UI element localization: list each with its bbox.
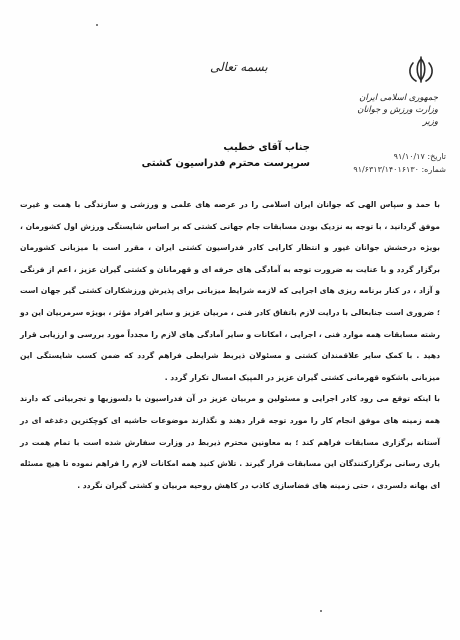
ministry-heading (318, 92, 438, 128)
letter-meta (353, 150, 446, 176)
recipient-name: جناب آقای خطیب (223, 142, 310, 153)
ministry-line-minister: وزیر (422, 117, 438, 127)
ministry-line-ministry: وزارت ورزش و جوانان (357, 105, 438, 115)
letter-body (20, 194, 440, 496)
scan-speck (96, 24, 98, 26)
recipient-title: سرپرست محترم فدراسیون کشتی (141, 158, 310, 169)
recipient-block (142, 140, 310, 172)
iran-emblem-icon (404, 55, 438, 85)
scan-speck (320, 610, 322, 612)
body-paragraph: با اینکه توقع می رود کادر اجرایی و مسئولین و مربیان عزیز در آن فدراسیون با دلسوزیها و تجربیاتی که دارند همه زمینه های موفق انجام کار را مورد توجه قرار دهند و نگذارند موضوعات حاشیه ای کوچکترین دغدغه ای در آستانه برگزاری مسابقات فراهم کند ؛ به معاونین محترم ذیربط در وزارت سفارش شده است با تمام همت در یاری رسانی برگزارکنندگان این مسابقات قرار گیرند . تلاش کنید همه امکانات لازم را فراهم نموده تا هیچ مسئله ای بهانه دلسردی ، حتی زمینه های فضاسازی کاذب در کاهش روحیه مربیان و کشتی گیران نگردد . (20, 394, 440, 490)
header-title: بسمه تعالی (210, 60, 268, 74)
letter-date: تاریخ: ۹۱/۱۰/۱۷ (393, 152, 446, 161)
letter-number: شماره: ۹۱/۶۳۱۳/۱۴۰۱۶۱۳۰ (353, 165, 446, 174)
ministry-line-country: جمهوری اسلامی ایران (359, 93, 438, 103)
body-paragraph: با حمد و سپاس الهی که جوانان ایران اسلامی را در عرصه های علمی و ورزشی و سازندگی با همت و غیرت موفق گردانید ، با توجه به نزدیک بودن مسابقات جام جهانی کشتی که بر اساس شایستگی ورزش اول کشورمان ، بویژه درخشش جوانان غیور و انتظار کارایی کادر فدراسیون کشتی ایران ، مقرر است با میزبانی کشورمان برگزار گردد و با عنایت به ضرورت توجه به آمادگی های حرفه ای و قهرمانان و کشتی گیران عزیز ، اعم از فرنگی و آزاد ، در کنار برنامه ریزی های اجرایی که لازمه شرایط میزبانی برای پذیرش ورزشکاران کشتی گیر جهان است ؛ ضروری است جنابعالی با درایت لازم باتفاق کادر فنی ، مربیان عزیز و سایر افراد مؤثر ، بویژه سرمربیان این دو رشته مسابقات همه موارد فنی ، اجرایی ، امکانات و سایر آمادگی های لازم را مجدداً مورد بررسی و ارزیابی قرار دهید . با کمک سایر علاقمندان کشتی و مسئولان ذیربط شرایطی فراهم گردد که ضمن کسب شایستگی این میزبانی باشکوه قهرمانی کشتی گیران عزیز در المپیک امسال تکرار گردد . (20, 200, 440, 382)
